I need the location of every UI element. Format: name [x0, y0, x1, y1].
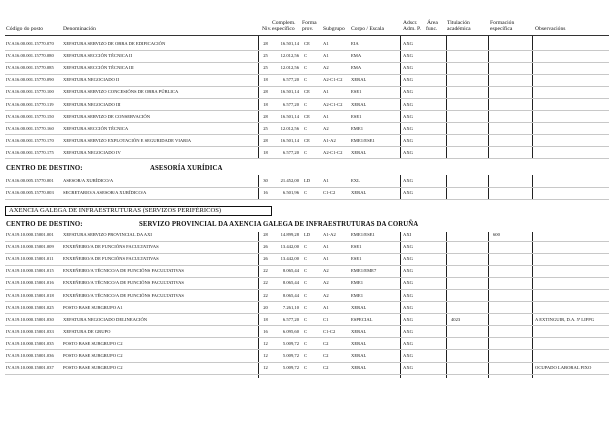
- cell-corpo-escala: EMA: [351, 53, 362, 59]
- cell-denominacion: SECRETARIO/A ASESOR/A XURÍDICO/A: [63, 190, 147, 195]
- cell-corpo-escala: XERAL: [351, 77, 367, 83]
- cell-denominacion: XEFATURA NEGOCIADO DELINEACIÓN: [63, 316, 148, 322]
- header-forma: Forma: [302, 20, 317, 26]
- cell-adscricion: AXG: [403, 178, 413, 183]
- cell-forma-prov: C: [304, 365, 308, 371]
- table-row: [0, 148, 614, 158]
- cell-adscricion: AXG: [403, 125, 413, 131]
- cell-denominacion: XEFATURA SERVIZO DE OBRA DE EDIFICACIÓN: [63, 41, 166, 46]
- table-row: [0, 75, 614, 85]
- cell-nivel: 25: [263, 65, 268, 71]
- table-row: [0, 291, 614, 301]
- cell-nivel: 18: [263, 149, 268, 155]
- header-adm-p: Adm. P.: [403, 26, 421, 32]
- cell-observacions: A EXTINGUIR, D.A. 5ª LIFPG: [535, 316, 595, 322]
- cell-complemento: 8.065,44: [282, 292, 299, 298]
- cell-codigo: IV.A19.10.000.15001.009: [6, 244, 54, 250]
- cell-denominacion: XEFATURA SERVIZO EXPLOTACIÓN E SEGURIDADE VIARIA: [63, 137, 192, 143]
- cell-denominacion: ENXEÑEIRO/A DE FUNCIÓNS FACULTATIVAS: [63, 244, 159, 250]
- row-divider: [5, 158, 609, 159]
- cell-forma-prov: CE: [304, 113, 310, 119]
- cell-codigo: IV.A19.10.000.15001.033: [6, 328, 54, 334]
- cell-complemento: 5.009,72: [282, 340, 299, 346]
- header-formacion: Formación: [490, 20, 515, 26]
- cell-subgrupo: C2: [323, 340, 329, 346]
- cell-codigo: IV.A16.00.001.15770.150: [6, 113, 54, 119]
- table-row: [0, 363, 614, 373]
- cell-complemento: 16.501,14: [280, 41, 299, 46]
- cell-complemento: 16.501,14: [280, 113, 299, 119]
- header-especifico: específico: [272, 26, 295, 32]
- cell-corpo-escala: EMA: [351, 65, 362, 71]
- cell-denominacion: ENXEÑEIRO/A TÉCNICO/A DE FUNCIÓNS FACULTATIVAS: [63, 292, 184, 298]
- cell-codigo: IV.A16.00.001.15770.085: [6, 65, 54, 71]
- cell-forma-prov: C: [304, 65, 308, 71]
- cell-subgrupo: A1: [323, 53, 329, 59]
- cell-corpo-escala: XERAL: [351, 365, 367, 371]
- cell-subgrupo: A1-A2: [323, 232, 336, 237]
- table-row: [0, 63, 614, 73]
- cell-nivel: 16: [263, 190, 268, 195]
- cell-adscricion: AXG: [403, 280, 413, 286]
- cell-corpo-escala: EME1: [351, 125, 363, 131]
- cell-denominacion: ENXEÑEIRO/A TÉCNICO/A DE FUNCIÓNS FACULTATIVAS: [63, 268, 184, 274]
- cell-adscricion: AXG: [403, 353, 413, 358]
- cell-adscricion: AXG: [403, 365, 413, 371]
- cell-forma-prov: C: [304, 280, 308, 286]
- cell-corpo-escala: XERAL: [351, 340, 367, 346]
- cell-nivel: 26: [263, 244, 268, 250]
- header-divider: [5, 35, 609, 36]
- cell-adscricion: AXI: [403, 232, 412, 237]
- cell-corpo-escala: XERAL: [351, 190, 367, 195]
- cell-corpo-escala: XERAL: [351, 353, 367, 358]
- cell-subgrupo: A2: [323, 292, 329, 298]
- cell-subgrupo: C1-C2: [323, 190, 336, 195]
- cell-subgrupo: A2: [323, 125, 329, 131]
- cell-complemento: 16.501,14: [280, 137, 299, 143]
- cell-corpo-escala: ESE1: [351, 89, 362, 95]
- cell-denominacion: XEFATURA SECCIÓN TÉCNICA II: [63, 53, 133, 59]
- cell-forma-prov: C: [304, 316, 308, 322]
- table-row: [0, 254, 614, 264]
- cell-codigo: IV.A19.10.000.15001.035: [6, 340, 54, 346]
- header-denominacion: Denominación: [63, 26, 96, 32]
- cell-nivel: 18: [263, 101, 268, 107]
- cell-complemento: 8.065,44: [282, 280, 299, 286]
- cell-forma-prov: C: [304, 101, 308, 107]
- cell-codigo: IV.A16.00.001.15770.160: [6, 125, 54, 131]
- table-row: [0, 278, 614, 288]
- header-titulacion: Titulación: [447, 20, 470, 26]
- header-codigo: Código do posto: [6, 26, 43, 32]
- cell-codigo: IV.A16.00.001.15770.175: [6, 149, 54, 155]
- cell-denominacion: XEFATURA SECCIÓN TÉCNICA III: [63, 65, 134, 71]
- cell-adscricion: AXG: [403, 149, 413, 155]
- cell-corpo-escala: XERAL: [351, 304, 367, 310]
- table-row: [0, 100, 614, 110]
- cell-forma-prov: C: [304, 340, 308, 346]
- cell-adscricion: AXG: [403, 113, 413, 119]
- cell-codigo: IV.A19.10.000.15001.036: [6, 353, 54, 358]
- cell-nivel: 28: [263, 113, 268, 119]
- cell-denominacion: XEFATURA NEGOCIADO IV: [63, 149, 121, 155]
- table-row: [0, 124, 614, 134]
- cell-denominacion: ASESOR/A XURÍDICO/A: [63, 178, 114, 183]
- cell-codigo: IV.A19.10.000.15001.015: [6, 268, 54, 274]
- cell-denominacion: XEFATURA SECCIÓN TÉCNICA: [63, 125, 129, 131]
- cell-codigo: IV.A16.00.001.15770.080: [6, 53, 54, 59]
- cell-corpo-escala: ESE1: [351, 113, 362, 119]
- cell-subgrupo: C2: [323, 365, 329, 371]
- cell-adscricion: AXG: [403, 89, 413, 95]
- cell-denominacion: POSTO BASE SUBGRUPO A1: [63, 304, 123, 310]
- table-row: [0, 39, 614, 49]
- cell-denominacion: XEFATURA NEGOCIADO III: [63, 101, 121, 107]
- cell-adscricion: AXG: [403, 244, 413, 250]
- table-row: [0, 136, 614, 146]
- cell-complemento: 6.501,96: [282, 190, 299, 195]
- cell-corpo-escala: EME1/ESE1: [351, 232, 375, 237]
- cell-nivel: 28: [263, 89, 268, 95]
- cell-complemento: 7.261,10: [282, 304, 299, 310]
- cell-complemento: 6.577,20: [282, 316, 299, 322]
- cell-corpo-escala: XERAL: [351, 149, 367, 155]
- header-func: func.: [426, 26, 438, 32]
- cell-nivel: 22: [263, 268, 268, 274]
- cell-forma-prov: C: [304, 149, 308, 155]
- agency-section-title: AXENCIA GALEGA DE INFRAESTRUTURAS (SERVIZOS PERIFÉRICOS): [5, 206, 272, 216]
- cell-codigo: IV.A19.10.000.15001.030: [6, 316, 54, 322]
- cell-codigo: IV.A16.00.005.15770.001: [6, 178, 54, 183]
- centro-destino-name: SERVIZO PROVINCIAL DA AXENCIA GALEGA DE INFRAESTRUTURAS DA CORUÑA: [139, 221, 419, 228]
- cell-forma-prov: CE: [304, 137, 310, 143]
- cell-adscricion: AXG: [403, 101, 413, 107]
- cell-adscricion: AXG: [403, 190, 413, 195]
- header-complem: Complem.: [272, 20, 296, 26]
- cell-denominacion: POSTO BASE SUBGRUPO C2: [63, 365, 123, 371]
- table-row: [0, 351, 614, 361]
- centro-destino-name: ASESORÍA XURÍDICA: [150, 165, 223, 172]
- cell-codigo: IV.A16.00.001.15770.070: [6, 41, 54, 46]
- cell-forma-prov: CE: [304, 41, 310, 46]
- cell-subgrupo: C2: [323, 353, 329, 358]
- cell-nivel: 16: [263, 328, 268, 334]
- cell-forma-prov: C: [304, 77, 308, 83]
- cell-forma-prov: C: [304, 256, 308, 262]
- cell-nivel: 12: [263, 340, 268, 346]
- table-row: [0, 339, 614, 349]
- cell-corpo-escala: EIA: [351, 41, 359, 46]
- cell-forma-prov: LD: [304, 232, 311, 237]
- cell-complemento: 6.577,20: [282, 149, 299, 155]
- row-divider: [5, 374, 609, 375]
- cell-complemento: 14.899,28: [280, 232, 299, 237]
- header-prov: prov.: [302, 26, 314, 32]
- cell-adscricion: AXG: [403, 65, 413, 71]
- cell-denominacion: XEFATURA SERVIZO DE CONSERVACIÓN: [63, 113, 151, 119]
- table-row: [0, 327, 614, 337]
- cell-forma-prov: C: [304, 244, 308, 250]
- cell-forma-prov: C: [304, 292, 308, 298]
- cell-complemento: 16.501,14: [280, 89, 299, 95]
- cell-complemento: 5.009,72: [282, 365, 299, 371]
- cell-subgrupo: C1-C2: [323, 328, 336, 334]
- cell-complemento: 5.009,72: [282, 353, 299, 358]
- cell-complemento: 13.442,00: [280, 256, 299, 262]
- cell-nivel: 28: [263, 232, 268, 237]
- cell-complemento: 12.012,56: [280, 53, 299, 59]
- cell-nivel: 25: [263, 53, 268, 59]
- cell-adscricion: AXG: [403, 316, 413, 322]
- cell-subgrupo: A1: [323, 89, 329, 95]
- cell-forma-prov: C: [304, 53, 308, 59]
- table-row: [0, 188, 614, 198]
- header-niv: Niv.: [262, 26, 272, 32]
- cell-codigo: IV.A19.10.000.15001.011: [6, 256, 54, 262]
- cell-subgrupo: A1: [323, 113, 329, 119]
- table-row: [0, 230, 614, 240]
- header-observacions: Observacións: [535, 26, 566, 32]
- header-academica: académica: [447, 26, 471, 32]
- cell-complemento: 6.095,60: [282, 328, 299, 334]
- cell-codigo: IV.A19.10.000.15001.025: [6, 304, 54, 310]
- table-row: [0, 303, 614, 313]
- cell-nivel: 20: [263, 304, 268, 310]
- header-adscr: Adscr.: [403, 20, 418, 26]
- cell-subgrupo: A1: [323, 178, 329, 183]
- cell-nivel: 30: [263, 178, 268, 183]
- cell-subgrupo: A2: [323, 280, 329, 286]
- cell-forma-prov: LD: [304, 178, 311, 183]
- cell-adscricion: AXG: [403, 268, 413, 274]
- cell-complemento: 12.012,56: [280, 125, 299, 131]
- cell-subgrupo: A1: [323, 41, 329, 46]
- cell-subgrupo: A2: [323, 268, 329, 274]
- cell-adscricion: AXG: [403, 328, 413, 334]
- cell-corpo-escala: ESE1: [351, 256, 362, 262]
- cell-adscricion: AXG: [403, 137, 413, 143]
- cell-nivel: 28: [263, 41, 268, 46]
- cell-corpo-escala: EME1/EME7: [351, 268, 377, 274]
- cell-subgrupo: A2-C1-C2: [323, 101, 343, 107]
- cell-forma-prov: C: [304, 328, 308, 334]
- cell-adscricion: AXG: [403, 77, 413, 83]
- cell-codigo: IV.A19.10.000.15001.037: [6, 365, 54, 371]
- cell-adscricion: AXG: [403, 41, 413, 46]
- cell-complemento: 8.065,44: [282, 268, 299, 274]
- cell-corpo-escala: EME1: [351, 280, 363, 286]
- cell-forma-prov: C: [304, 125, 308, 131]
- table-row: [0, 266, 614, 276]
- cell-complemento: 6.577,20: [282, 77, 299, 83]
- cell-adscricion: AXG: [403, 304, 413, 310]
- cell-forma-prov: CE: [304, 89, 310, 95]
- cell-nivel: 25: [263, 125, 268, 131]
- cell-complemento: 6.577,20: [282, 101, 299, 107]
- cell-subgrupo: A2: [323, 65, 329, 71]
- table-row: [0, 176, 614, 186]
- cell-corpo-escala: ESE1: [351, 244, 362, 250]
- cell-corpo-escala: EXL: [351, 178, 360, 183]
- cell-adscricion: AXG: [403, 53, 413, 59]
- cell-forma-prov: C: [304, 268, 308, 274]
- cell-codigo: IV.A16.00.005.15770.003: [6, 190, 54, 195]
- cell-denominacion: POSTO BASE SUBGRUPO C2: [63, 340, 123, 346]
- cell-complemento: 12.012,56: [280, 65, 299, 71]
- cell-titulacion: 4023: [451, 316, 461, 322]
- cell-nivel: 22: [263, 292, 268, 298]
- cell-nivel: 12: [263, 353, 268, 358]
- table-row: [0, 51, 614, 61]
- table-row: [0, 242, 614, 252]
- cell-forma-prov: C: [304, 190, 308, 195]
- header-especifica: específica: [490, 26, 513, 32]
- cell-adscricion: AXG: [403, 256, 413, 262]
- cell-nivel: 18: [263, 316, 268, 322]
- header-subgrupo: Subgrupo: [323, 26, 345, 32]
- cell-corpo-escala: XERAL: [351, 101, 367, 107]
- cell-subgrupo: A2-C1-C2: [323, 149, 343, 155]
- cell-denominacion: XEFATURA SERVIZO PROVINCIAL DA AXI: [63, 232, 152, 237]
- cell-adscricion: AXG: [403, 340, 413, 346]
- cell-corpo-escala: XERAL: [351, 328, 367, 334]
- cell-observacions: OCUPADO LABORAL FIXO: [535, 365, 592, 371]
- cell-nivel: 18: [263, 77, 268, 83]
- cell-forma-prov: C: [304, 304, 308, 310]
- cell-complemento: 21.452,00: [280, 178, 299, 183]
- cell-denominacion: ENXEÑEIRO/A TÉCNICO/A DE FUNCIÓNS FACULTATIVAS: [63, 280, 184, 286]
- cell-subgrupo: C1: [323, 316, 329, 322]
- cell-formacion: 600: [493, 232, 500, 237]
- cell-subgrupo: A1: [323, 304, 329, 310]
- row-divider: [5, 199, 609, 200]
- cell-subgrupo: A1: [323, 244, 329, 250]
- cell-denominacion: XEFATURA DE GRUPO: [63, 328, 111, 334]
- cell-corpo-escala: EME1/ESE1: [351, 137, 375, 143]
- cell-nivel: 12: [263, 365, 268, 371]
- cell-subgrupo: A1: [323, 256, 329, 262]
- cell-denominacion: XEFATURA SERVIZO CONCESIÓNS DE OBRA PÚBLICA: [63, 89, 179, 95]
- cell-complemento: 13.442,00: [280, 244, 299, 250]
- header-area: Área: [427, 20, 438, 26]
- table-row: [0, 112, 614, 122]
- header-corpo: Corpo / Escala: [351, 26, 384, 32]
- cell-codigo: IV.A16.00.001.15770.119: [6, 101, 54, 107]
- cell-nivel: 26: [263, 256, 268, 262]
- cell-codigo: IV.A19.10.000.15001.001: [6, 232, 54, 237]
- centro-destino-label: CENTRO DE DESTINO:: [6, 221, 83, 228]
- cell-codigo: IV.A16.00.001.15770.170: [6, 137, 54, 143]
- centro-destino-label: CENTRO DE DESTINO:: [6, 165, 83, 172]
- cell-codigo: IV.A16.00.001.15770.100: [6, 89, 54, 95]
- cell-denominacion: POSTO BASE SUBGRUPO C2: [63, 353, 123, 358]
- cell-subgrupo: A1-A2: [323, 137, 336, 143]
- cell-corpo-escala: EME1: [351, 292, 363, 298]
- cell-codigo: IV.A19.10.000.15001.018: [6, 292, 54, 298]
- cell-codigo: IV.A19.10.000.15001.016: [6, 280, 54, 286]
- cell-subgrupo: A2-C1-C2: [323, 77, 343, 83]
- cell-denominacion: ENXEÑEIRO/A DE FUNCIÓNS FACULTATIVAS: [63, 256, 159, 262]
- table-row: [0, 315, 614, 325]
- cell-codigo: IV.A16.00.001.15770.090: [6, 77, 54, 83]
- cell-nivel: 22: [263, 280, 268, 286]
- cell-adscricion: AXG: [403, 292, 413, 298]
- table-row: [0, 87, 614, 97]
- cell-forma-prov: C: [304, 353, 308, 358]
- cell-nivel: 28: [263, 137, 268, 143]
- cell-denominacion: XEFATURA NEGOCIADO II: [63, 77, 120, 83]
- cell-corpo-escala: ESPECIAL: [351, 316, 373, 322]
